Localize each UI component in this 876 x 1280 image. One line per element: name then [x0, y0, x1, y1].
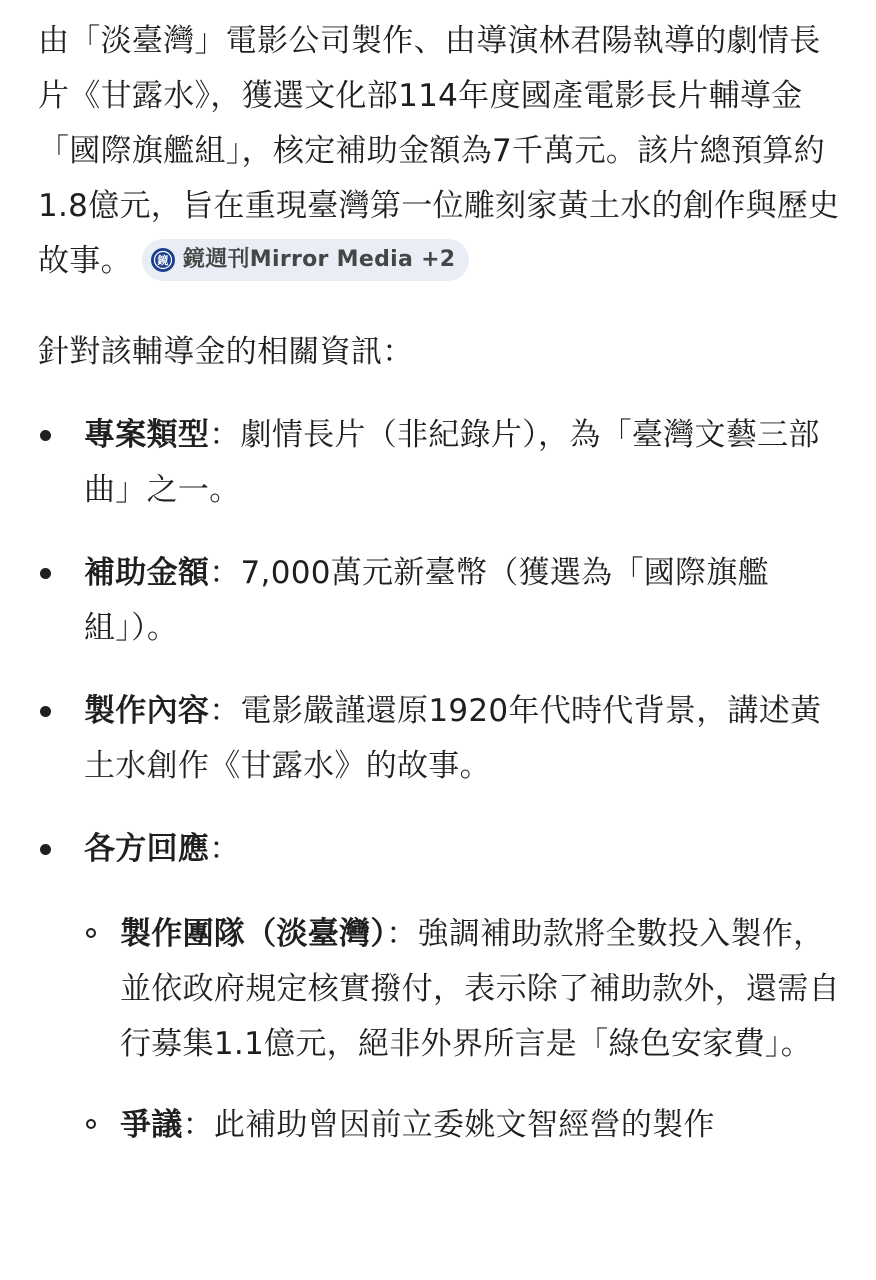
sub-item-desc: 強調補助款將全數投入製作，並依政府規定核實撥付，表示除了補助款外，還需自行募集1.1億元，絕非外界所言是「綠色安家費」。	[120, 916, 840, 1062]
summary-text: 由「淡臺灣」電影公司製作、由導演林君陽執導的劇情長片《甘露水》，獲選文化部114年度國產電影長片輔導金「國際旗艦組」，核定補助金額為7千萬元。該片總預算約1.8億元，旨在重現臺灣第一位雕刻家黃土水的創作與歷史故事。	[38, 23, 840, 279]
item-separator: ：	[209, 555, 241, 591]
bullet-icon	[40, 706, 51, 717]
intro-text: 針對該輔導金的相關資訊：	[38, 334, 414, 370]
sub-item-production-team	[84, 907, 844, 1072]
item-separator: ：	[209, 417, 241, 453]
sub-item-controversy	[84, 1098, 844, 1153]
list-item-responses	[38, 822, 844, 1153]
mirror-media-logo-icon	[151, 248, 175, 272]
item-separator: ：	[209, 693, 241, 729]
sub-item-separator: ：	[182, 1107, 214, 1143]
item-term: 補助金額	[84, 555, 210, 591]
info-list	[38, 408, 844, 1153]
source-chip[interactable]	[142, 239, 470, 281]
item-desc: 劇情長片（非紀錄片），為「臺灣文藝三部曲」之一。	[84, 417, 820, 508]
item-separator: ：	[209, 831, 241, 867]
bullet-icon	[40, 568, 51, 579]
responses-sub-list	[84, 907, 844, 1153]
list-item-project-type	[38, 408, 844, 518]
item-desc: 7,000萬元新臺幣（獲選為「國際旗艦組」）。	[84, 555, 769, 646]
bullet-icon	[40, 844, 51, 855]
sub-item-desc: 此補助曾因前立委姚文智經營的製作	[213, 1107, 715, 1143]
response-content	[38, 14, 844, 1181]
hollow-bullet-icon	[86, 1119, 96, 1129]
sub-item-separator: ：	[386, 916, 418, 952]
summary-paragraph	[38, 14, 844, 289]
list-item-subsidy-amount	[38, 546, 844, 656]
item-desc: 電影嚴謹還原1920年代時代背景，講述黃土水創作《甘露水》的故事。	[84, 693, 822, 784]
sub-item-term: 爭議	[120, 1107, 183, 1143]
sub-item-term: 製作團隊（淡臺灣）	[120, 916, 387, 952]
list-item-production-content	[38, 684, 844, 794]
item-term: 製作內容	[84, 693, 210, 729]
source-chip-label: 鏡週刊Mirror Media +2	[182, 246, 456, 272]
item-term: 專案類型	[84, 417, 210, 453]
hollow-bullet-icon	[86, 928, 96, 938]
item-term: 各方回應	[84, 831, 210, 867]
bullet-icon	[40, 430, 51, 441]
logo-glyph: 鏡	[157, 253, 169, 267]
